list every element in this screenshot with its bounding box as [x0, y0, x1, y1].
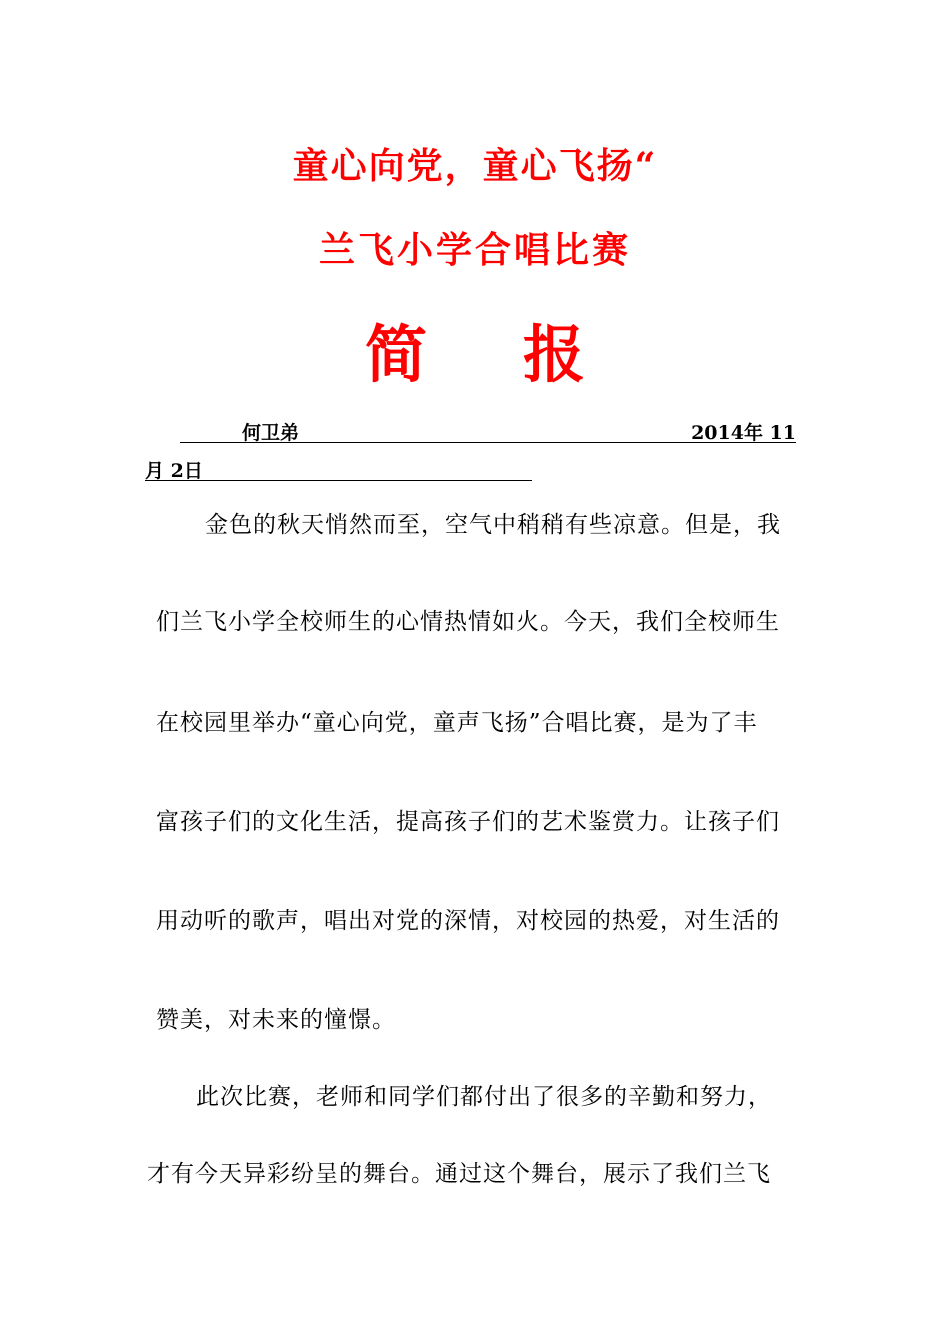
main-title-char-2: 报 — [523, 318, 586, 391]
date-part-2: 月 2日 — [145, 460, 203, 482]
title-line-1: 童心向党，童心飞扬“ — [292, 145, 658, 187]
author-name: 何卫弟 — [242, 422, 300, 444]
main-title — [0, 305, 950, 394]
body-line-3: 在校园里举办“童心向党，童声飞扬”合唱比赛，是为了丰 — [156, 710, 758, 736]
body-line-7: 此次比赛，老师和同学们都付出了很多的辛勤和努力， — [196, 1084, 772, 1110]
main-title-char-1: 简 — [364, 318, 427, 391]
body-line-2: 们兰飞小学全校师生的心情热情如火。今天，我们全校师生 — [156, 609, 780, 635]
body-line-6: 赞美，对未来的憧憬。 — [156, 1007, 396, 1033]
body-line-5: 用动听的歌声，唱出对党的深情，对校园的热爱，对生活的 — [156, 908, 780, 934]
body-line-1: 金色的秋天悄然而至，空气中稍稍有些凉意。但是，我 — [205, 512, 781, 538]
byline-row-2 — [145, 456, 532, 481]
body-line-4: 富孩子们的文化生活，提高孩子们的艺术鉴赏力。让孩子们 — [156, 809, 780, 835]
title-line-2: 兰飞小学合唱比赛 — [318, 229, 631, 271]
byline-row — [180, 418, 796, 443]
date-part-1: 2014年 11 — [691, 422, 796, 444]
body-line-8: 才有今天异彩纷呈的舞台。通过这个舞台，展示了我们兰飞 — [147, 1161, 771, 1187]
